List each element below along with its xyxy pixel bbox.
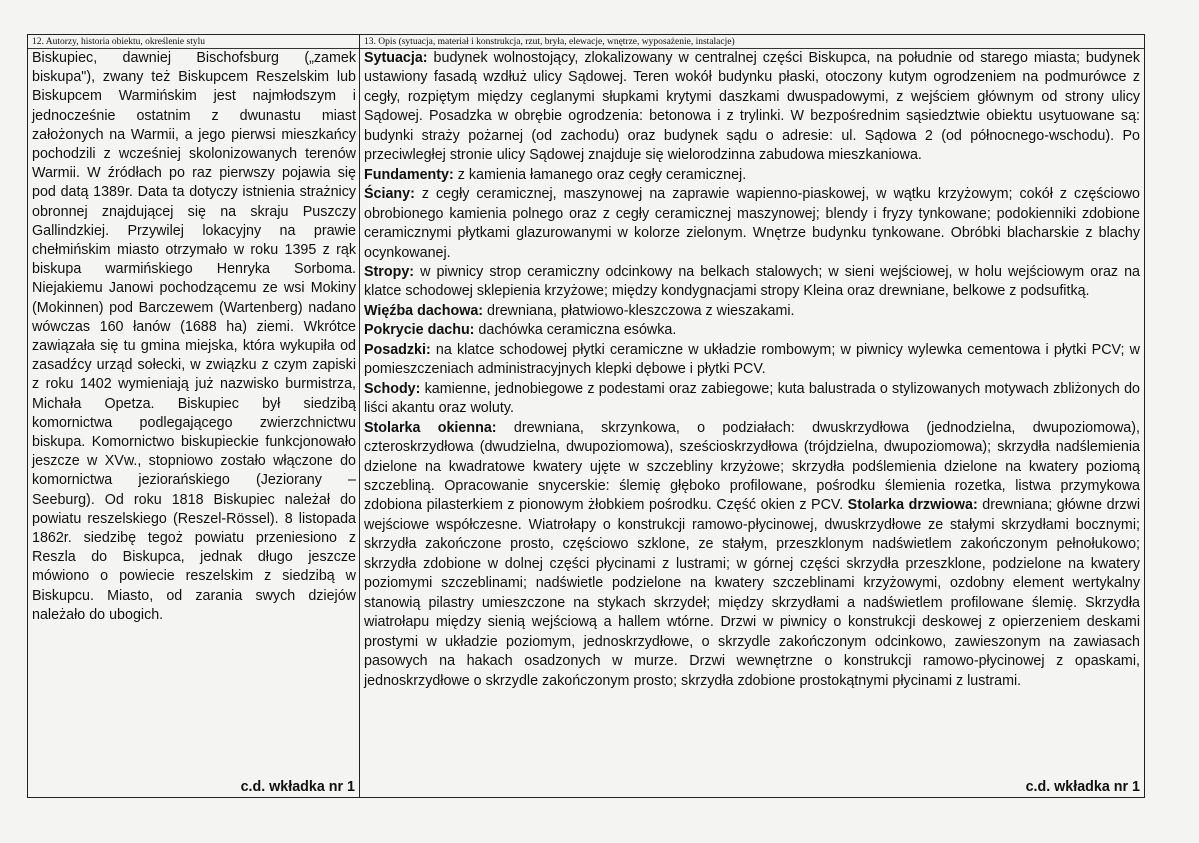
- section-label: Pokrycie dachu:: [364, 322, 475, 339]
- section-text: z kamienia łamanego oraz cegły ceramicznej.: [453, 166, 747, 183]
- section-text: z cegły ceramicznej, maszynowej na zaprawie wapienno-piaskowej, w wątku krzyżowym; cokół z częściowo obrobionego kamienia polnego oraz z cegły ceramicznej maszynowej; blendy i fryzy tynkowane; podokienniki zdobione ceramicznymi płytkami glazurowanymi w kolorze zielonym. Wnętrze budynku tynkowane. Obróbki blacharskie z blachy ocynkowanej.: [364, 186, 1140, 261]
- section-floors: [364, 341, 1140, 380]
- section-ceilings: [364, 263, 1140, 302]
- history-body: [28, 49, 359, 797]
- description-continuation-note: c.d. wkładka nr 1: [1025, 779, 1140, 795]
- history-column: [28, 35, 360, 797]
- section-walls: [364, 185, 1140, 263]
- section-text: dachówka ceramiczna esówka.: [474, 322, 677, 339]
- section-text: drewniana, płatwiowo-kleszczowa z wieszakami.: [483, 302, 795, 319]
- section-label: Więźba dachowa:: [364, 302, 484, 319]
- section-label: Posadzki:: [364, 341, 431, 358]
- description-column: [360, 35, 1144, 797]
- history-continuation-note: c.d. wkładka nr 1: [240, 779, 355, 795]
- form-table: [27, 34, 1145, 798]
- section-text: na klatce schodowej płytki ceramiczne w układzie rombowym; w piwnicy wylewka cementowa i płytki PCV; w pomieszczeniach administracyjnych klepki dębowe i płytki PCV.: [364, 341, 1140, 378]
- section-joinery: [364, 419, 1140, 691]
- section-label: Schody:: [364, 380, 421, 397]
- description-header: 13. Opis (sytuacja, materiał i konstrukcja, rzut, bryła, elewacje, wnętrze, wyposażenie, instalacje): [360, 35, 1144, 49]
- section-text: drewniana; główne drzwi wejściowe współczesne. Wiatrołapy o konstrukcji ramowo-płycinowej, dwuskrzydłowe ze stałymi skrzydłami bocznymi; skrzydła zakończone prosto, częściowo szklone, ze stałym, przeszklonym nadświetlem zakończonym pełnołukowo; skrzydła zdobione w dolnej części płycinami z lustrami; w górnej części skrzydła przeszklone, podzielone na kwatery poziomymi szczeblinami; nadświetle podzielone na kwatery szczeblinami krzyżowymi, ozdobny element wertykalny stanowią pilastry umieszczone na stykach skrzydeł; między skrzydłami a nadświetlem profilowane ślemię. Skrzydła wiatrołapu między sienią wejściową a hallem wtórne. Drzwi w piwnicy o konstrukcji deskowej z opierzeniem deskami prostymi w układzie poziomym, jednoskrzydłowe, o skrzydle zakończonym odcinkowo, zawieszonym na zawiasach pasowych na hakach osadzonych w murze. Drzwi wewnętrzne o konstrukcji ramowo-płycinowej z opaskami, jednoskrzydłowe o skrzydle zakończonym prosto; skrzydła zdobione prostokątnymi płycinami z lustrami.: [364, 497, 1141, 689]
- section-roofing: [364, 321, 1140, 340]
- section-foundations: [364, 166, 1140, 185]
- section-roof-truss: [364, 302, 1140, 321]
- section-label: Fundamenty:: [364, 166, 454, 183]
- section-label: Stolarka okienna:: [364, 419, 497, 436]
- section-label: Stropy:: [364, 263, 415, 280]
- history-text: Biskupiec, dawniej Bischofsburg („zamek biskupa"), zwany też Biskupcem Reszelskim lub Biskupcem Warmińskim jest najmłodszym i jednocześnie ostatnim z dwunastu miast założonych na Warmii, a jego pierwsi mieszkańcy pochodzili z wcześniej skolonizowanych terenów Warmii. W źródłach po raz pierwszy pojawia się pod datą 1389r. Data ta dotyczy istnienia strażnicy obronnej znajdującej się na skraju Puszczy Gallindzkiej. Przywilej lokacyjny na prawie chełmińskim miasto otrzymało w roku 1395 z rąk biskupa warmińskiego Henryka Sorboma. Niejakiemu Janowi pochodzącemu ze wsi Mokiny (Mokinnen) pod Barczewem (Wartenberg) nadano wówczas 160 łanów (1688 ha) ziemi. Wkrótce zawiązała się tu gmina miejska, która wykupiła od zasadźcy urząd sołecki, w związku z czym zapiski z roku 1402 wymieniają już nazwisko burmistrza, Michała Opetza. Biskupiec był siedzibą komornictwa podlegającego zwierzchnictwu biskupa. Komornictwo biskupieckie funkcjonowało jeszcze w XVw., stopniowo zostało włączone do komornictwa jeziorańskiego (Jeziorany – Seeburg). Od roku 1818 Biskupiec należał do powiatu reszelskiego (Reszel-Rössel). 8 listopada 1862r. siedzibę tegoż powiatu przeniesiono z Reszla do Biskupca, jednak długo jeszcze mówiono o powiecie reszelskim z siedzibą w Biskupcu. Miasto, od zarania swych dziejów należało do ubogich.: [32, 50, 356, 623]
- section-text: budynek wolnostojący, zlokalizowany w centralnej części Biskupca, na południe od starego miasta; budynek ustawiony fasadą wzdłuż ulicy Sądowej. Teren wokół budynku płaski, otoczony kutym ogrodzeniem na podmurówce z cegły, rozpiętym między ceglanymi słupkami krytymi daszkami dwuspadowymi, z wejściem głównym od strony ulicy Sądowej. Posadzka w obrębie ogrodzenia: betonowa i z trylinki. W bezpośrednim sąsiedztwie obiektu usytuowane są: budynki straży pożarnej (od zachodu) oraz budynek sądu o adresie: ul. Sądowa 2 (od północnego-wschodu). Po przeciwległej stronie ulicy Sądowej znajduje się wielorodzinna zabudowa mieszkaniowa.: [364, 50, 1140, 164]
- section-text: kamienne, jednobiegowe z podestami oraz zabiegowe; kuta balustrada o stylizowanych motywach zbliżonych do liści akantu oraz woluty.: [364, 380, 1140, 417]
- section-situation: [364, 49, 1140, 166]
- section-label: Ściany:: [364, 186, 415, 203]
- section-text: w piwnicy strop ceramiczny odcinkowy na belkach stalowych; w sieni wejściowej, w holu wejściowym oraz na klatce schodowej sklepienia krzyżowe; między kondygnacjami stropy Kleina oraz drewniane, belkowe z podsufitką.: [364, 263, 1140, 300]
- section-label: Sytuacja:: [364, 50, 428, 66]
- description-body: [360, 49, 1144, 797]
- section-text: drewniana, skrzynkowa, o podziałach: dwuskrzydłowa (jednodzielna, dwupoziomowa), czteroskrzydłowa (dwudzielna, dwupoziomowa), sześcioskrzydłowa (trójdzielna, dwupoziomowa); skrzydła nadślemienia dzielone na kwadratowe kwatery ujęte w szczebliny krzyżowe; skrzydła podślemienia dzielone na kwatery poziomą szczebliną. Opracowanie snycerskie: ślemię głęboko profilowane, pośrodku ślemienia rozetka, listwa przymykowa zdobiona pilasterkiem z pionowym żłobkiem pośrodku. Część okien z PCV.: [364, 419, 1140, 514]
- history-header: 12. Autorzy, historia obiektu, określenie stylu: [28, 35, 359, 49]
- section-stairs: [364, 380, 1140, 419]
- section-label: Stolarka drzwiowa:: [847, 497, 978, 514]
